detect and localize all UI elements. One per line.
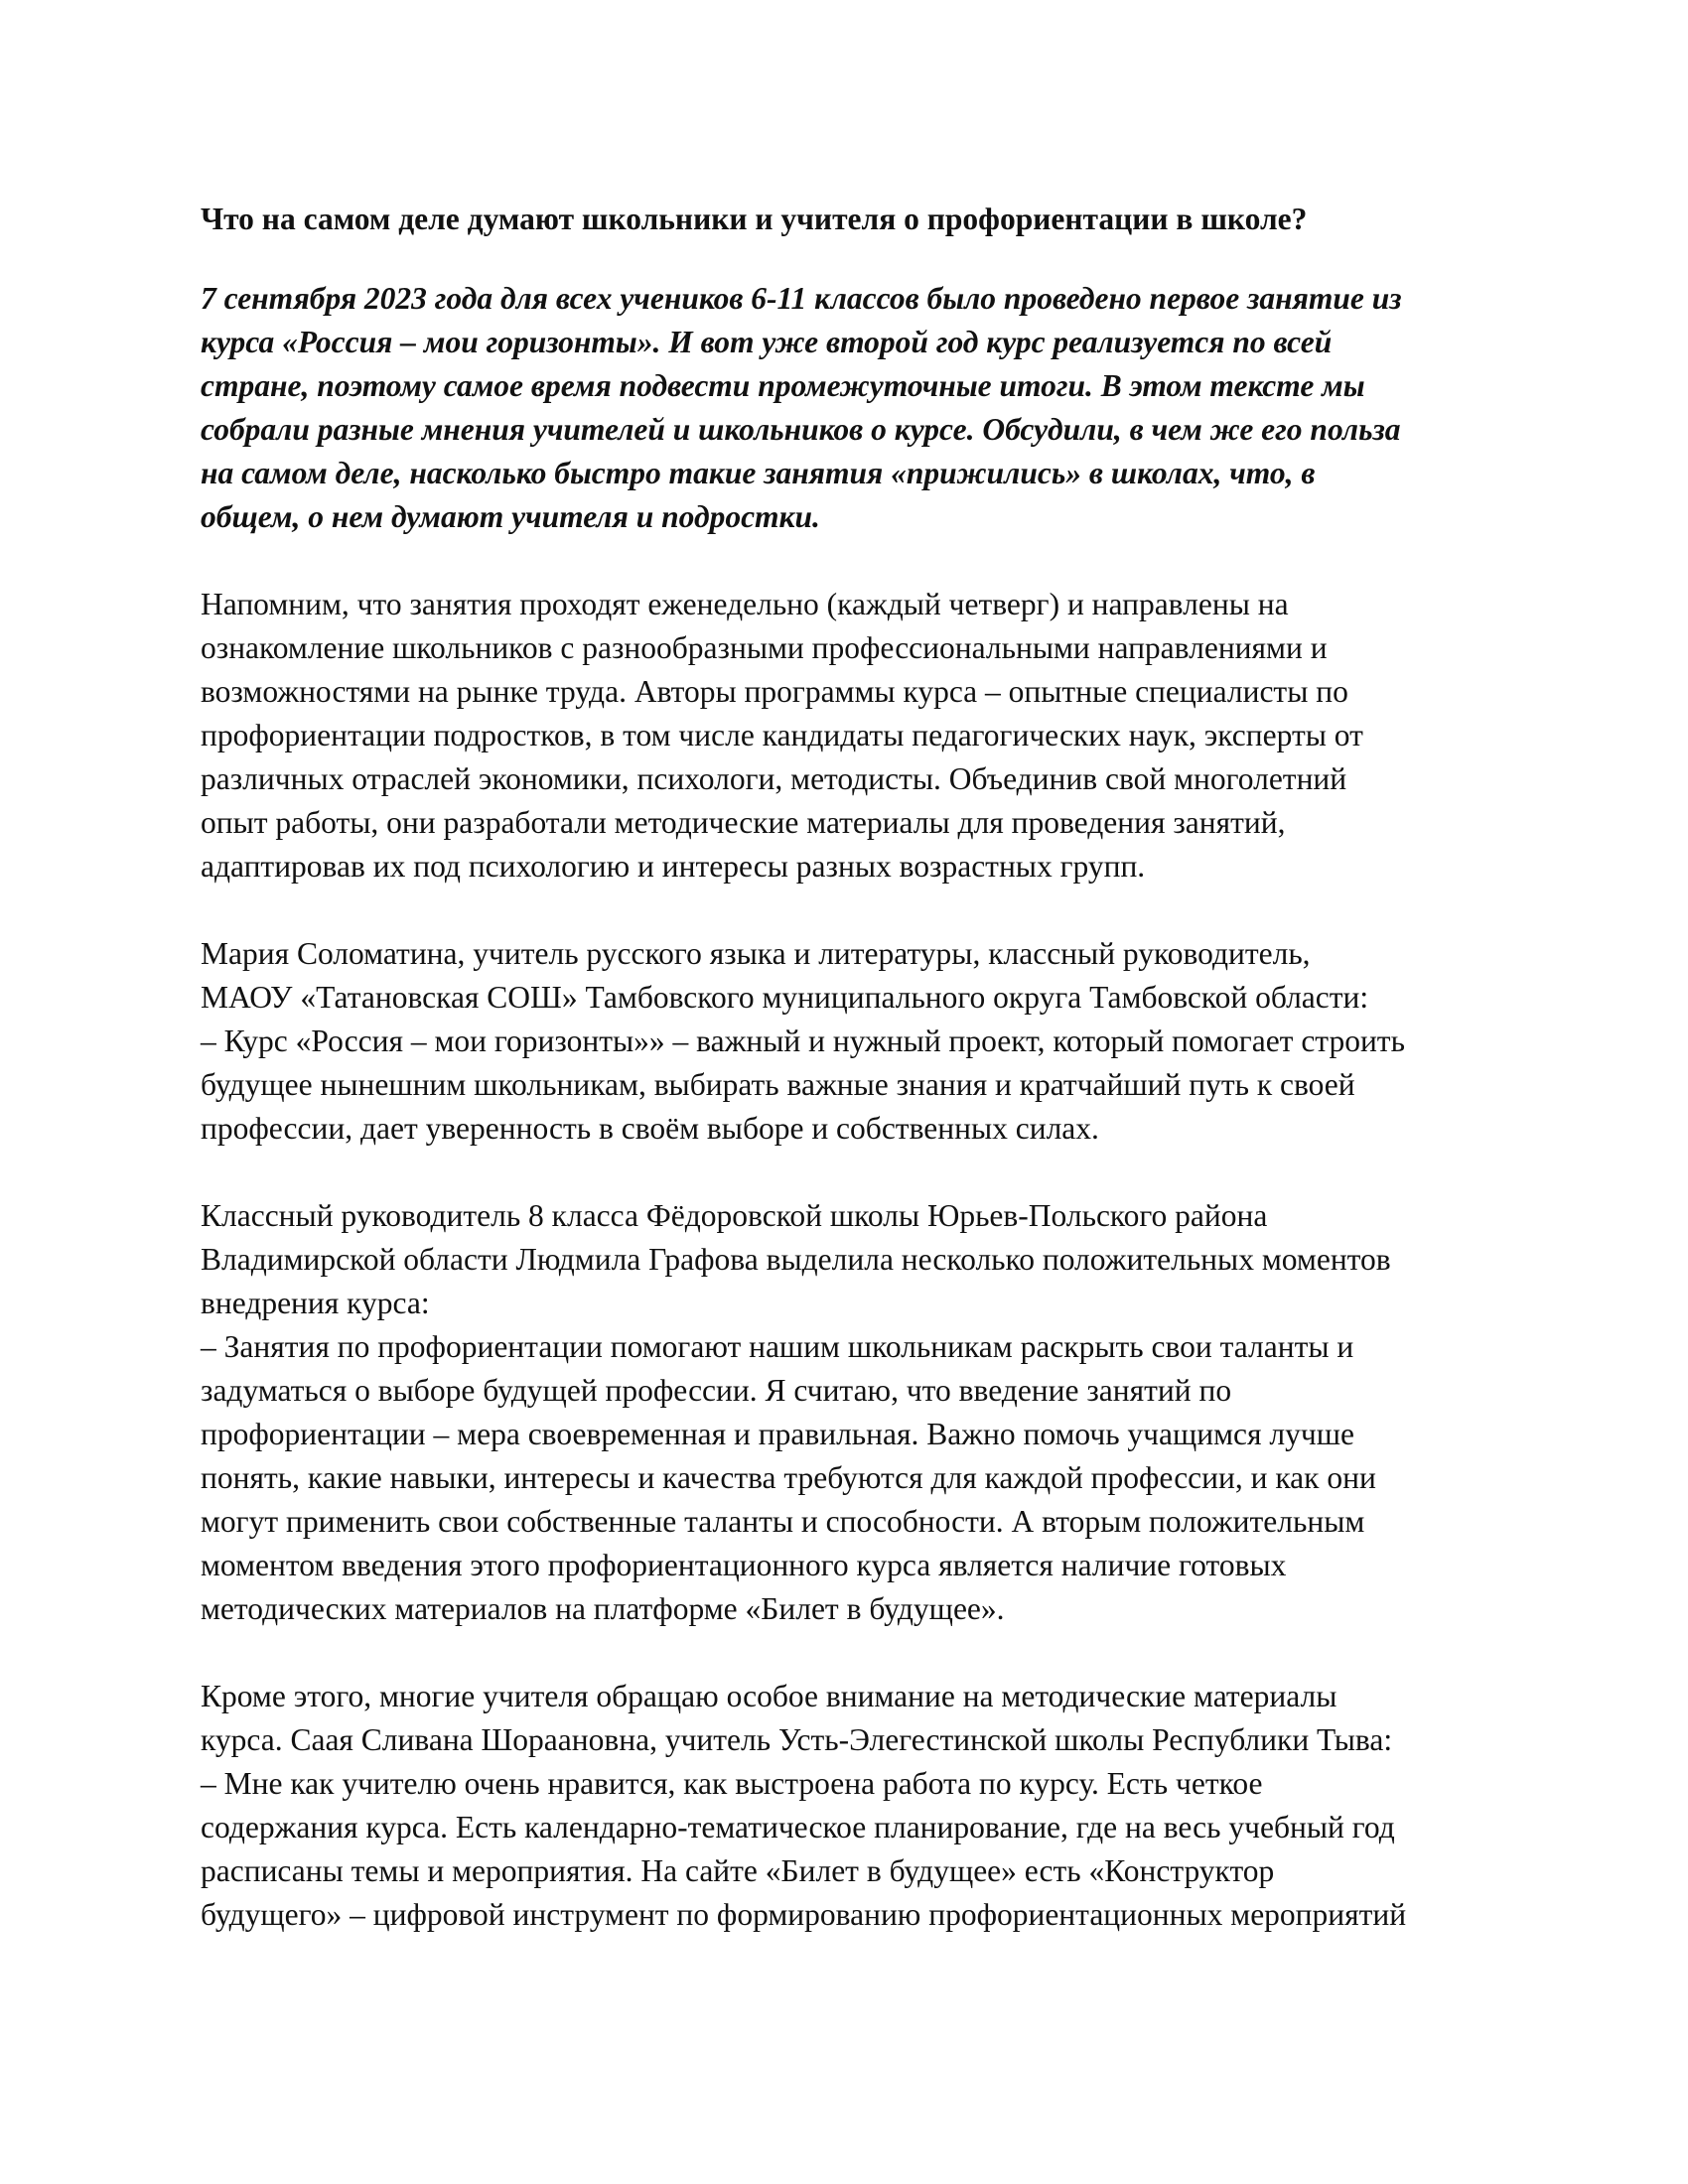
paragraph-quote-grafova (201, 1194, 1491, 1631)
paragraph-line: Владимирской области Людмила Графова выделила несколько положительных моментов (201, 1242, 1391, 1277)
paragraph-line: Классный руководитель 8 класса Фёдоровской школы Юрьев-Польского района (201, 1198, 1268, 1233)
paragraph-course-intro (201, 583, 1491, 888)
page-title: Что на самом деле думают школьники и учителя о профориентации в школе? (201, 202, 1308, 236)
paragraph-line: внедрения курса: (201, 1286, 430, 1320)
paragraph-line: Мария Соломатина, учитель русского языка и литературы, классный руководитель, (201, 936, 1311, 971)
paragraph-line: опыт работы, они разработали методические материалы для проведения занятий, (201, 805, 1286, 840)
paragraph-line: различных отраслей экономики, психологи, методисты. Объединив свой многолетний (201, 761, 1347, 796)
paragraph-line: Кроме этого, многие учителя обращаю особое внимание на методические материалы (201, 1679, 1337, 1713)
paragraph-line: адаптировав их под психологию и интересы разных возрастных групп. (201, 849, 1146, 884)
paragraph-line: Напомним, что занятия проходят еженедельно (каждый четверг) и направлены на (201, 587, 1289, 621)
document-page (201, 198, 1491, 1980)
paragraph-line: понять, какие навыки, интересы и качества требуются для каждой профессии, и как они (201, 1460, 1376, 1495)
lead-line: на самом деле, насколько быстро такие занятия «прижились» в школах, что, в (201, 456, 1316, 490)
paragraph-quote-solomatina (201, 932, 1491, 1151)
paragraph-line: курса. Саая Сливана Шораановна, учитель Усть-Элегестинской школы Республики Тыва: (201, 1722, 1393, 1757)
paragraph-line: будущее нынешним школьникам, выбирать важные знания и кратчайший путь к своей (201, 1067, 1355, 1102)
paragraph-line: будущего» – цифровой инструмент по формированию профориентационных мероприятий (201, 1897, 1407, 1932)
paragraph-line: профессии, дает уверенность в своём выборе и собственных силах. (201, 1111, 1099, 1146)
paragraph-line: профориентации – мера своевременная и правильная. Важно помочь учащимся лучше (201, 1417, 1354, 1451)
paragraph-line: – Занятия по профориентации помогают нашим школьникам раскрыть свои таланты и (201, 1329, 1354, 1364)
paragraph-line: расписаны темы и мероприятия. На сайте «Билет в будущее» есть «Конструктор (201, 1853, 1275, 1888)
lead-line: общем, о нем думают учителя и подростки. (201, 499, 820, 534)
paragraph-line: – Курс «Россия – мои горизонты»» – важный и нужный проект, который помогает строить (201, 1024, 1405, 1058)
lead-paragraph (201, 277, 1491, 539)
lead-line: 7 сентября 2023 года для всех учеников 6-11 классов было проведено первое занятие из (201, 281, 1402, 316)
lead-line: стране, поэтому самое время подвести промежуточные итоги. В этом тексте мы (201, 368, 1365, 403)
paragraph-line: моментом введения этого профориентационного курса является наличие готовых (201, 1548, 1287, 1582)
paragraph-line: возможностями на рынке труда. Авторы программы курса – опытные специалисты по (201, 674, 1348, 709)
paragraph-line: МАОУ «Татановская СОШ» Тамбовского муниципального округа Тамбовской области: (201, 980, 1369, 1015)
paragraph-line: профориентации подростков, в том числе кандидаты педагогических наук, эксперты от (201, 718, 1363, 752)
paragraph-line: могут применить свои собственные таланты и способности. А вторым положительным (201, 1504, 1365, 1539)
paragraph-line: – Мне как учителю очень нравится, как выстроена работа по курсу. Есть четкое (201, 1766, 1263, 1801)
paragraph-line: методических материалов на платформе «Билет в будущее». (201, 1591, 1005, 1626)
paragraph-line: ознакомление школьников с разнообразными профессиональными направлениями и (201, 630, 1328, 665)
paragraph-quote-shoraanovna (201, 1675, 1491, 1937)
lead-line: собрали разные мнения учителей и школьников о курсе. Обсудили, в чем же его польза (201, 412, 1401, 447)
paragraph-line: содержания курса. Есть календарно-тематическое планирование, где на весь учебный год (201, 1810, 1395, 1844)
paragraph-line: задуматься о выборе будущей профессии. Я считаю, что введение занятий по (201, 1373, 1232, 1408)
lead-line: курса «Россия – мои горизонты». И вот уже второй год курс реализуется по всей (201, 325, 1333, 359)
